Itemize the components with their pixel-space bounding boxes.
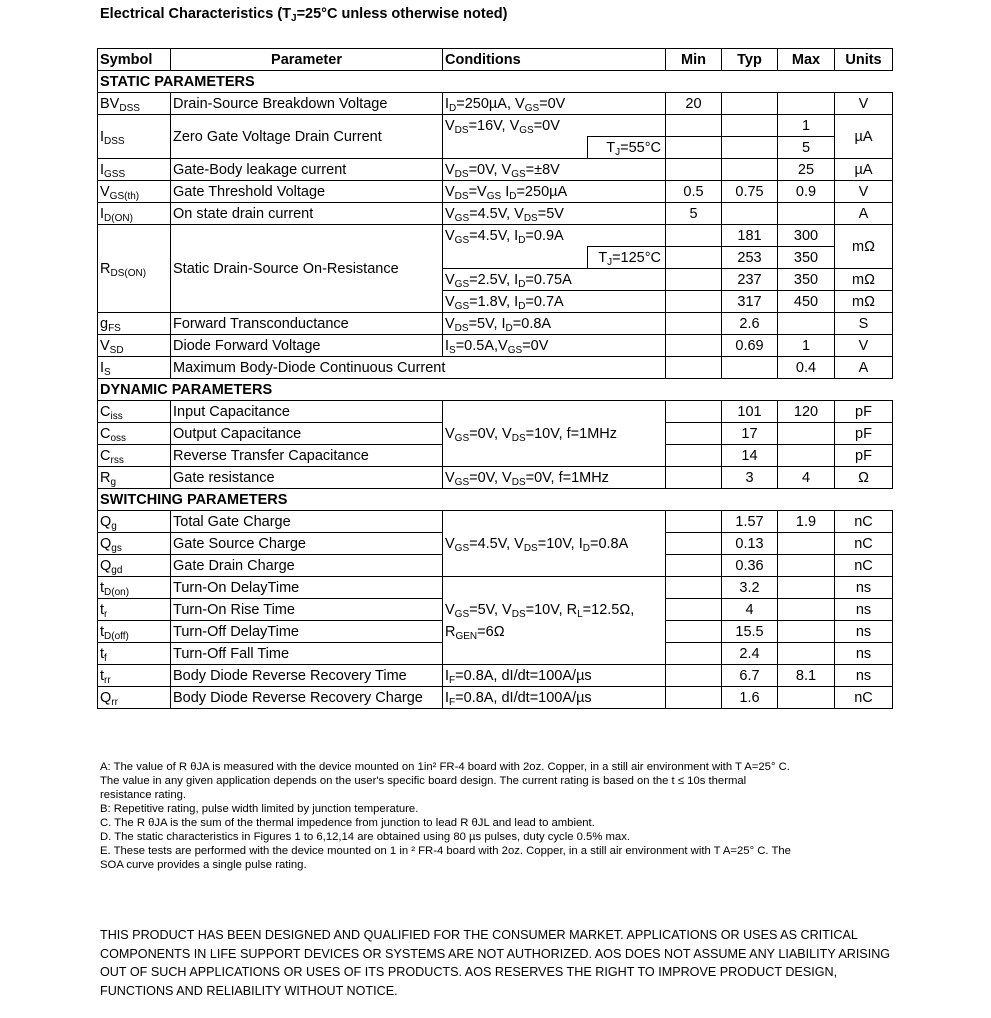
- symbol-cell: $R_{DS(ON)}$: [98, 225, 171, 313]
- symbol-cell: $t_r$: [98, 599, 171, 621]
- typ-cell: 17: [722, 423, 778, 445]
- typ-cell: 0.69: [722, 335, 778, 357]
- parameter-cell: Body Diode Reverse Recovery Time: [171, 665, 443, 687]
- condition-cell: $I_S=0.5A,V_{GS}=0V$: [443, 335, 666, 357]
- typ-cell: [722, 137, 778, 159]
- min-cell: [666, 577, 722, 599]
- condition-cell: $V_{DS}=5V$, $I_D=0.8A$: [443, 313, 666, 335]
- min-cell: [666, 423, 722, 445]
- symbol-cell: $Q_{gd}$: [98, 555, 171, 577]
- max-cell: [778, 533, 835, 555]
- min-cell: [666, 599, 722, 621]
- min-cell: [666, 511, 722, 533]
- max-cell: 450: [778, 291, 835, 313]
- condition-cell: $V_{GS}=2.5V$, $I_D=0.75A$: [443, 269, 666, 291]
- max-cell: 350: [778, 269, 835, 291]
- table-row: [98, 313, 893, 335]
- typ-cell: 14: [722, 445, 778, 467]
- units-cell: nC: [835, 555, 893, 577]
- disclaimer-line3: OUT OF SUCH APPLICATIONS OR USES OF ITS PRODUCTS. AOS RESERVES THE RIGHT TO IMPROVE PRODUCT DESIGN,: [100, 965, 838, 979]
- condition-cell: $V_{GS}=4.5V$, $V_{DS}=5V$: [443, 203, 666, 225]
- disclaimer: [100, 926, 900, 1000]
- typ-cell: 1.6: [722, 687, 778, 709]
- symbol-cell: $V_{GS(th)}$: [98, 181, 171, 203]
- units-cell: nC: [835, 533, 893, 555]
- parameter-cell: Zero Gate Voltage Drain Current: [171, 115, 443, 159]
- table-row: [98, 93, 893, 115]
- units-cell: ns: [835, 599, 893, 621]
- table-row: [98, 203, 893, 225]
- min-cell: [666, 291, 722, 313]
- min-cell: [666, 269, 722, 291]
- condition-cell: $T_J=125^\circ C$: [588, 247, 666, 269]
- units-cell: pF: [835, 423, 893, 445]
- condition-cell: $V_{GS}=0V$, $V_{DS}=0V$, f=1MHz: [443, 467, 666, 489]
- parameter-cell: Turn-On Rise Time: [171, 599, 443, 621]
- condition-cell: $V_{DS}=0V$, $V_{GS}=\pm 8V$: [443, 159, 666, 181]
- symbol-cell: $Q_{gs}$: [98, 533, 171, 555]
- parameter-cell: Output Capacitance: [171, 423, 443, 445]
- min-cell: 5: [666, 203, 722, 225]
- table-row: [98, 687, 893, 709]
- typ-cell: 237: [722, 269, 778, 291]
- note-d: D. The static characteristics in Figures 1 to 6,12,14 are obtained using 80 µs pulses, duty cycle 0.5% max.: [100, 831, 630, 843]
- typ-cell: 4: [722, 599, 778, 621]
- header-units: Units: [835, 49, 893, 71]
- units-cell: mΩ: [835, 225, 893, 269]
- header-typ: Typ: [722, 49, 778, 71]
- typ-cell: 0.75: [722, 181, 778, 203]
- units-cell: µA: [835, 159, 893, 181]
- condition-blank: [443, 137, 588, 159]
- table-row: [98, 467, 893, 489]
- units-cell: ns: [835, 621, 893, 643]
- max-cell: [778, 445, 835, 467]
- typ-cell: 0.36: [722, 555, 778, 577]
- min-cell: [666, 621, 722, 643]
- max-cell: [778, 621, 835, 643]
- units-cell: ns: [835, 665, 893, 687]
- note-a-line1: A: The value of R θJA is measured with the device mounted on 1in² FR-4 board with 2oz. Copper, in a still air environment with T A=25° C.: [100, 761, 790, 773]
- symbol-cell: $BV_{DSS}$: [98, 93, 171, 115]
- max-cell: [778, 93, 835, 115]
- symbol-cell: $C_{rss}$: [98, 445, 171, 467]
- min-cell: 0.5: [666, 181, 722, 203]
- typ-cell: 253: [722, 247, 778, 269]
- max-cell: [778, 313, 835, 335]
- parameter-cell: Diode Forward Voltage: [171, 335, 443, 357]
- condition-cell: $V_{GS}=4.5V$, $I_D=0.9A$: [443, 225, 666, 247]
- condition-cell: $I_F=0.8A$, dI/dt=100A/µs: [443, 665, 666, 687]
- max-cell: [778, 577, 835, 599]
- condition-cell: $I_D=250\mu A$, $V_{GS}=0V$: [443, 93, 666, 115]
- note-b: B: Repetitive rating, pulse width limited by junction temperature.: [100, 803, 419, 815]
- min-cell: [666, 467, 722, 489]
- max-cell: [778, 687, 835, 709]
- max-cell: 1: [778, 335, 835, 357]
- condition-cell: $V_{GS}=5V$, $V_{DS}=10V$, $R_L=12.5\Omega$, $R_{GEN}=6\Omega$: [443, 577, 666, 665]
- parameter-cell: Reverse Transfer Capacitance: [171, 445, 443, 467]
- header-parameter: Parameter: [171, 49, 443, 71]
- max-cell: [778, 423, 835, 445]
- parameter-cell: Gate resistance: [171, 467, 443, 489]
- parameter-cell: On state drain current: [171, 203, 443, 225]
- units-cell: V: [835, 93, 893, 115]
- parameter-cell: Gate Source Charge: [171, 533, 443, 555]
- header-row: [98, 49, 893, 71]
- units-cell: mΩ: [835, 269, 893, 291]
- table-row: [98, 511, 893, 533]
- parameter-cell: Total Gate Charge: [171, 511, 443, 533]
- typ-cell: 2.6: [722, 313, 778, 335]
- max-cell: 0.4: [778, 357, 835, 379]
- section-static: STATIC PARAMETERS: [98, 71, 893, 93]
- condition-cell: $V_{GS}=1.8V$, $I_D=0.7A$: [443, 291, 666, 313]
- parameter-cell: Forward Transconductance: [171, 313, 443, 335]
- condition-cell: $V_{GS}=0V$, $V_{DS}=10V$, f=1MHz: [443, 401, 666, 467]
- header-conditions: Conditions: [443, 49, 666, 71]
- symbol-cell: $R_g$: [98, 467, 171, 489]
- table-row: [98, 401, 893, 423]
- symbol-cell: $g_{FS}$: [98, 313, 171, 335]
- typ-cell: 3: [722, 467, 778, 489]
- symbol-cell: $t_{rr}$: [98, 665, 171, 687]
- parameter-cell: Static Drain-Source On-Resistance: [171, 225, 443, 313]
- min-cell: [666, 115, 722, 137]
- condition-cell: $I_F=0.8A$, dI/dt=100A/µs: [443, 687, 666, 709]
- typ-cell: 0.13: [722, 533, 778, 555]
- symbol-cell: $I_{D(ON)}$: [98, 203, 171, 225]
- typ-cell: [722, 203, 778, 225]
- note-a-line3: resistance rating.: [100, 789, 187, 801]
- table-row: [98, 357, 893, 379]
- section-switching: SWITCHING PARAMETERS: [98, 489, 893, 511]
- table-row: [98, 577, 893, 599]
- typ-cell: 15.5: [722, 621, 778, 643]
- units-cell: V: [835, 181, 893, 203]
- min-cell: 20: [666, 93, 722, 115]
- condition-cell: $V_{GS}=4.5V$, $V_{DS}=10V$, $I_D=0.8A$: [443, 511, 666, 577]
- units-cell: nC: [835, 687, 893, 709]
- header-min: Min: [666, 49, 722, 71]
- symbol-cell: $V_{SD}$: [98, 335, 171, 357]
- units-cell: V: [835, 335, 893, 357]
- units-cell: pF: [835, 445, 893, 467]
- symbol-cell: $t_f$: [98, 643, 171, 665]
- units-cell: µA: [835, 115, 893, 159]
- typ-cell: 181: [722, 225, 778, 247]
- header-symbol: Symbol: [98, 49, 171, 71]
- max-cell: [778, 203, 835, 225]
- section-dynamic: DYNAMIC PARAMETERS: [98, 379, 893, 401]
- min-cell: [666, 137, 722, 159]
- min-cell: [666, 159, 722, 181]
- max-cell: 1: [778, 115, 835, 137]
- min-cell: [666, 555, 722, 577]
- units-cell: nC: [835, 511, 893, 533]
- condition-cell: $V_{DS}=16V$, $V_{GS}=0V$: [443, 115, 666, 137]
- symbol-cell: $t_{D(off)}$: [98, 621, 171, 643]
- min-cell: [666, 247, 722, 269]
- min-cell: [666, 445, 722, 467]
- parameter-cell: Turn-Off Fall Time: [171, 643, 443, 665]
- units-cell: pF: [835, 401, 893, 423]
- typ-cell: 101: [722, 401, 778, 423]
- symbol-cell: $Q_{rr}$: [98, 687, 171, 709]
- symbol-cell: $I_{DSS}$: [98, 115, 171, 159]
- symbol-cell: $Q_g$: [98, 511, 171, 533]
- min-cell: [666, 643, 722, 665]
- min-cell: [666, 225, 722, 247]
- table-row: [98, 159, 893, 181]
- max-cell: 25: [778, 159, 835, 181]
- disclaimer-line2: COMPONENTS IN LIFE SUPPORT DEVICES OR SYSTEMS ARE NOT AUTHORIZED. AOS DOES NOT ASSUME ANY LIABILITY ARISING: [100, 946, 891, 961]
- typ-cell: [722, 115, 778, 137]
- table-row: [98, 665, 893, 687]
- max-cell: 4: [778, 467, 835, 489]
- max-cell: 5: [778, 137, 835, 159]
- typ-cell: 2.4: [722, 643, 778, 665]
- condition-cell: $V_{DS}=V_{GS}$ $I_D=250\mu A$: [443, 181, 666, 203]
- min-cell: [666, 357, 722, 379]
- symbol-cell: $t_{D(on)}$: [98, 577, 171, 599]
- parameter-cell: Gate Drain Charge: [171, 555, 443, 577]
- table-row: [98, 181, 893, 203]
- max-cell: 350: [778, 247, 835, 269]
- max-cell: [778, 555, 835, 577]
- disclaimer-line4: FUNCTIONS AND RELIABILITY WITHOUT NOTICE.: [100, 983, 398, 998]
- parameter-cell: Gate-Body leakage current: [171, 159, 443, 181]
- condition-cell: $T_J=55^\circ C$: [588, 137, 666, 159]
- typ-cell: [722, 93, 778, 115]
- max-cell: [778, 643, 835, 665]
- symbol-cell: $I_{GSS}$: [98, 159, 171, 181]
- min-cell: [666, 533, 722, 555]
- footnotes: [100, 760, 860, 872]
- max-cell: 300: [778, 225, 835, 247]
- units-cell: A: [835, 357, 893, 379]
- parameter-cell: Gate Threshold Voltage: [171, 181, 443, 203]
- parameter-cell: Drain-Source Breakdown Voltage: [171, 93, 443, 115]
- table-row: [98, 115, 893, 137]
- page-title: Electrical Characteristics ($T_J=25^\circ C$ unless otherwise noted): [100, 6, 508, 24]
- disclaimer-line1: THIS PRODUCT HAS BEEN DESIGNED AND QUALIFIED FOR THE CONSUMER MARKET. APPLICATIONS OR USES AS CRITICAL: [100, 928, 858, 942]
- units-cell: S: [835, 313, 893, 335]
- parameter-cell: Turn-Off DelayTime: [171, 621, 443, 643]
- min-cell: [666, 335, 722, 357]
- max-cell: [778, 599, 835, 621]
- typ-cell: [722, 357, 778, 379]
- units-cell: Ω: [835, 467, 893, 489]
- parameter-cell: Body Diode Reverse Recovery Charge: [171, 687, 443, 709]
- typ-cell: 6.7: [722, 665, 778, 687]
- typ-cell: 3.2: [722, 577, 778, 599]
- condition-blank: [443, 247, 588, 269]
- note-c: C. The R θJA is the sum of the thermal impedence from junction to lead R θJL and lead to ambient.: [100, 817, 595, 829]
- units-cell: ns: [835, 577, 893, 599]
- parameter-cell: Turn-On DelayTime: [171, 577, 443, 599]
- table-row: [98, 335, 893, 357]
- note-a-line2: The value in any given application depends on the user's specific board design. The current rating is based on the t ≤ 10s thermal: [100, 775, 747, 787]
- electrical-characteristics-table: [97, 48, 893, 709]
- max-cell: 1.9: [778, 511, 835, 533]
- symbol-cell: $C_{iss}$: [98, 401, 171, 423]
- symbol-cell: $I_S$: [98, 357, 171, 379]
- max-cell: 8.1: [778, 665, 835, 687]
- min-cell: [666, 665, 722, 687]
- max-cell: 0.9: [778, 181, 835, 203]
- symbol-cell: $C_{oss}$: [98, 423, 171, 445]
- min-cell: [666, 313, 722, 335]
- typ-cell: 317: [722, 291, 778, 313]
- min-cell: [666, 401, 722, 423]
- max-cell: 120: [778, 401, 835, 423]
- note-e-line2: SOA curve provides a single pulse rating.: [100, 859, 307, 871]
- typ-cell: 1.57: [722, 511, 778, 533]
- units-cell: A: [835, 203, 893, 225]
- min-cell: [666, 687, 722, 709]
- note-e-line1: E. These tests are performed with the device mounted on 1 in ² FR-4 board with 2oz. Copper, in a still air environment with T A=25° C. The: [100, 845, 791, 857]
- units-cell: mΩ: [835, 291, 893, 313]
- units-cell: ns: [835, 643, 893, 665]
- parameter-cell: Maximum Body-Diode Continuous Current: [171, 357, 666, 379]
- table-row: [98, 225, 893, 247]
- header-max: Max: [778, 49, 835, 71]
- parameter-cell: Input Capacitance: [171, 401, 443, 423]
- typ-cell: [722, 159, 778, 181]
